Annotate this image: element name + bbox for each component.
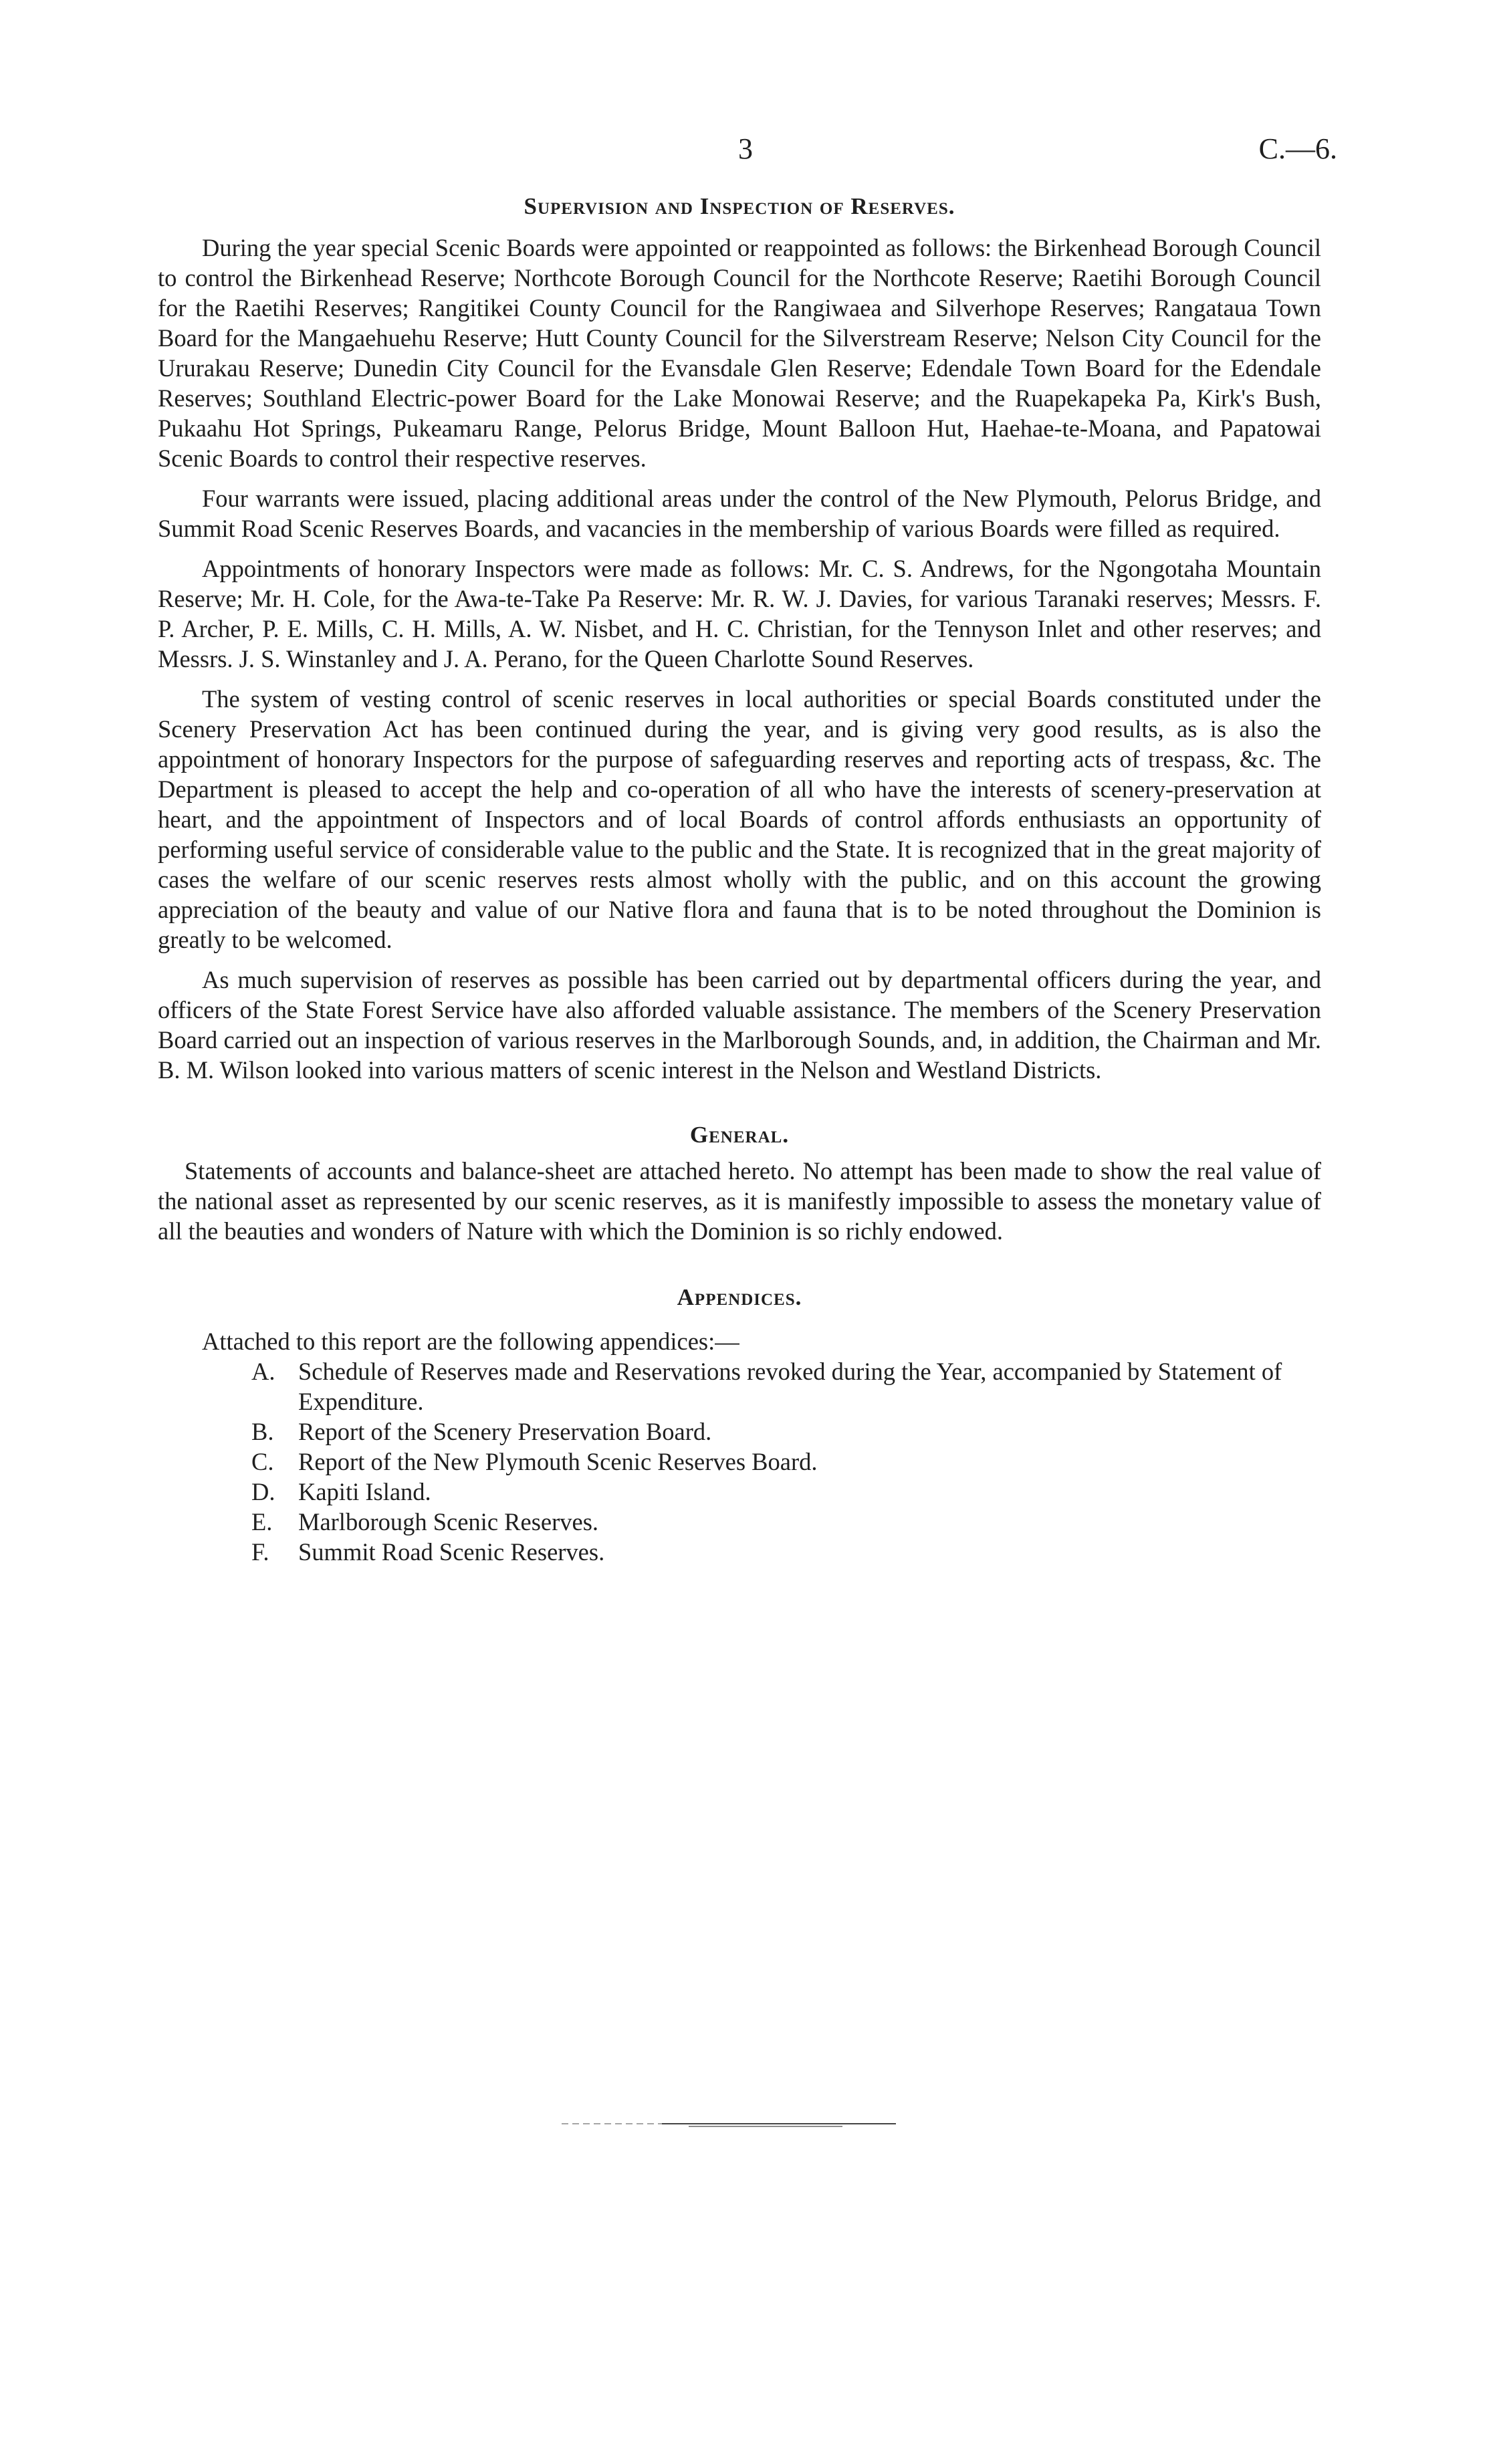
appendix-item xyxy=(251,1507,1321,1537)
paragraph-honorary-inspectors: Appointments of honorary Inspectors were made as follows: Mr. C. S. Andrews, for the Ngongotaha Mountain Reserve; Mr. H. Cole, for the Awa-te-Take Pa Reserve: Mr. R. W. J. Davies, for various Taranaki reserves; Messrs. F. P. Archer, P. E. Mills, C. H. Mills, A. W. Nisbet, and H. C. Christian, for the Tennyson Inlet and other reserves; and Messrs. J. S. Winstanley and J. A. Perano, for the Queen Charlotte Sound Reserves. xyxy=(158,555,1321,672)
paragraph-scenic-boards: During the year special Scenic Boards were appointed or reappointed as follows: the Birkenhead Borough Council to control the Birkenhead Reserve; Northcote Borough Council for the Northcote Reserve; Raetihi Borough Council for the Raetihi Reserves; Rangitikei County Council for the Rangiwaea and Silverhope Reserves; Rangataua Town Board for the Mangaehuehu Reserve; Hutt County Council for the Silverstream Reserve; Nelson City Council for the Ururakau Reserve; Dunedin City Council for the Evansdale Glen Reserve; Edendale Town Board for the Edendale Reserves; Southland Electric-power Board for the Lake Monowai Reserve; and the Ruapekapeka Pa, Kirk's Bush, Pukaahu Hot Springs, Pukeamaru Range, Pelorus Bridge, Mount Balloon Hut, Haehae-te-Moana, and Papatowai Scenic Boards to control their respective reserves. xyxy=(158,234,1321,472)
closing-rule xyxy=(562,2121,896,2128)
paragraph-warrants: Four warrants were issued, placing additional areas under the control of the New Plymouth, Pelorus Bridge, and Summit Road Scenic Reserves Boards, and vacancies in the membership of various Boards were filled as required. xyxy=(158,485,1321,542)
appendix-letter: E. xyxy=(251,1508,273,1535)
appendix-letter: D. xyxy=(251,1478,275,1505)
section-heading-general: General. xyxy=(689,1122,790,1148)
appendix-item xyxy=(251,1477,1321,1507)
appendix-title: Summit Road Scenic Reserves. xyxy=(298,1538,605,1566)
appendix-letter: A. xyxy=(251,1358,275,1385)
appendix-title: Marlborough Scenic Reserves. xyxy=(298,1508,599,1535)
section-heading-supervision: Supervision and Inspection of Reserves. xyxy=(524,193,955,219)
appendix-title: Kapiti Island. xyxy=(298,1478,431,1505)
appendix-item xyxy=(251,1356,1321,1416)
document-reference: C.—6. xyxy=(1258,132,1337,165)
appendix-letter: C. xyxy=(251,1448,274,1475)
page-body xyxy=(158,191,1321,1567)
appendix-item xyxy=(251,1447,1321,1477)
appendix-title: Report of the Scenery Preservation Board. xyxy=(298,1418,712,1445)
appendices-intro: Attached to this report are the following appendices:— xyxy=(202,1328,739,1355)
section-heading-appendices: Appendices. xyxy=(677,1284,802,1310)
paragraph-departmental-supervision: As much supervision of reserves as possible has been carried out by departmental officers during the year, and officers of the State Forest Service have also afforded valuable assistance. The members of the Scenery Preservation Board carried out an inspection of various reserves in the Marlborough Sounds, and, in addition, the Chairman and Mr. B. M. Wilson looked into various matters of scenic interest in the Nelson and Westland Districts. xyxy=(158,966,1321,1084)
page-number: 3 xyxy=(738,132,753,165)
appendix-list xyxy=(158,1356,1321,1567)
appendix-title: Report of the New Plymouth Scenic Reserves Board. xyxy=(298,1448,818,1475)
appendix-letter: F. xyxy=(251,1538,269,1566)
appendix-item xyxy=(251,1416,1321,1447)
appendix-letter: B. xyxy=(251,1418,274,1445)
paragraph-vesting-control: The system of vesting control of scenic reserves in local authorities or special Boards constituted under the Scenery Preservation Act has been continued during the year, and is giving very good results, as is also the appointment of honorary Inspectors for the purpose of safeguarding reserves and reporting acts of trespass, &c. The Department is pleased to accept the help and co-operation of all who have the interests of scenery-preservation at heart, and the appointment of Inspectors and of local Boards of control affords enthusiasts an opportunity of performing useful service of considerable value to the public and the State. It is recognized that in the great majority of cases the welfare of our scenic reserves rests almost wholly with the public, and on this account the growing appreciation of the beauty and value of our Native flora and fauna that is to be noted throughout the Dominion is greatly to be welcomed. xyxy=(158,685,1321,953)
appendix-item xyxy=(251,1537,1321,1567)
paragraph-general: Statements of accounts and balance-sheet are attached hereto. No attempt has been made to show the real value of the national asset as represented by our scenic reserves, as it is manifestly impossible to assess the monetary value of all the beauties and wonders of Nature with which the Dominion is so richly endowed. xyxy=(158,1157,1321,1245)
appendix-title: Schedule of Reserves made and Reservations revoked during the Year, accompanied by Statement of Expenditure. xyxy=(298,1358,1282,1415)
